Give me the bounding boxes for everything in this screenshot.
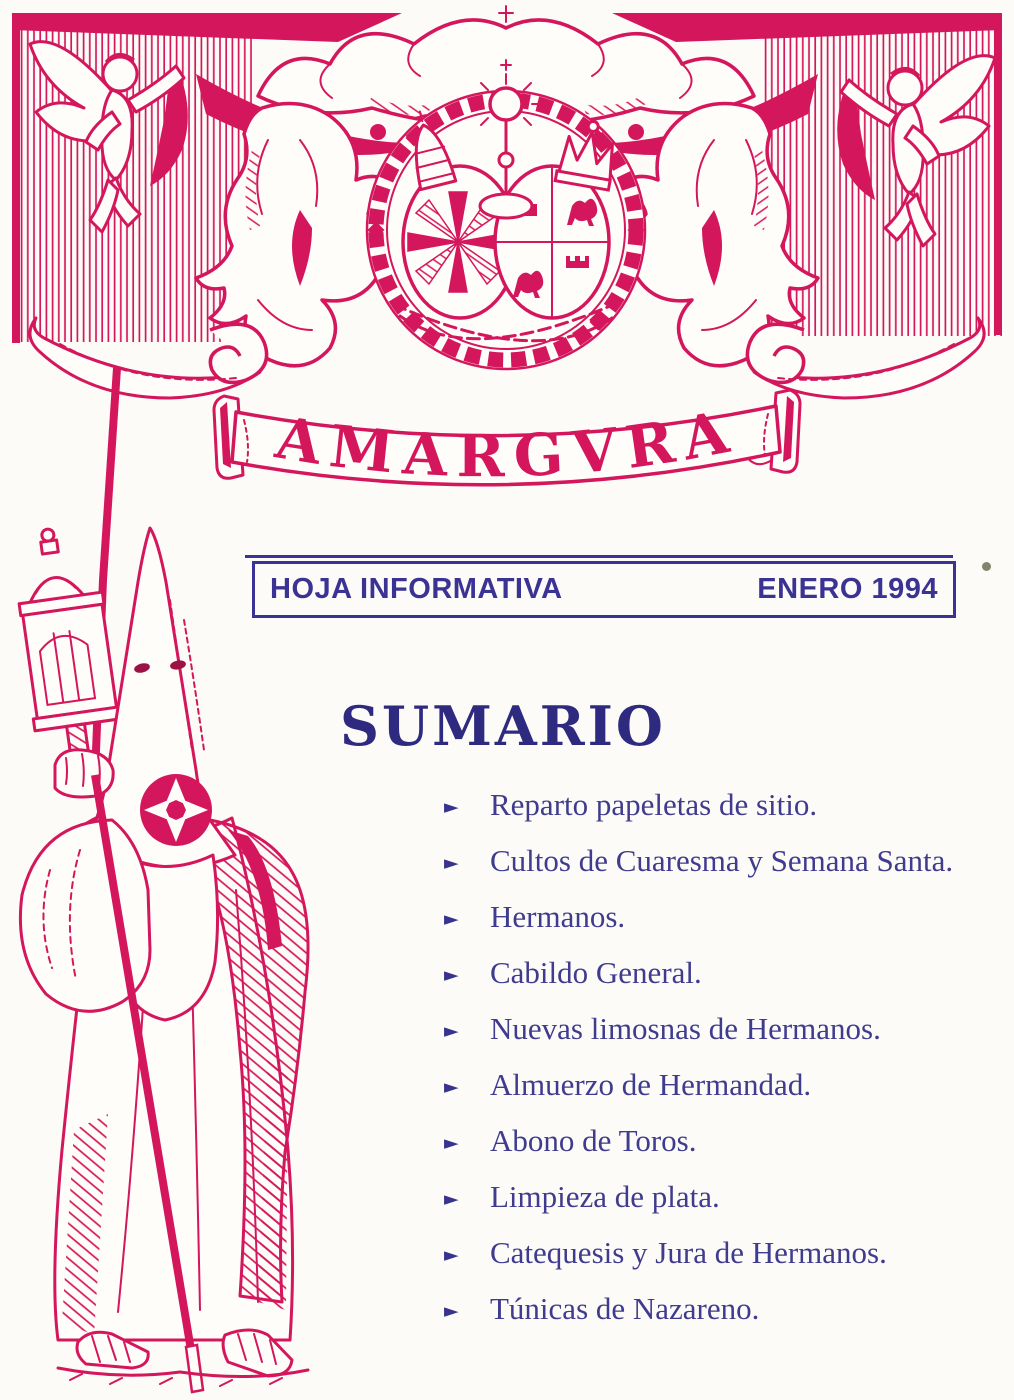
list-item-label: Túnicas de Nazareno. [490,1291,760,1326]
bullet-icon: ► [444,1076,459,1098]
nazareno-illustration [0,350,350,1400]
list-item [444,788,953,826]
list-item [444,1292,953,1330]
maltese-cross-medallion [140,774,212,846]
scan-speck [982,562,991,571]
list-item-label: Reparto papeletas de sitio. [490,787,818,822]
bullet-icon: ► [444,964,459,986]
list-item [444,1180,953,1218]
list-item [444,1124,953,1162]
masthead-right-label: ENERO 1994 [757,573,938,605]
bullet-icon: ► [444,1300,459,1322]
list-item-label: Hermanos. [490,899,626,934]
list-item [444,1012,953,1050]
staff-tip [186,1345,203,1392]
bullet-icon: ► [444,908,459,930]
lantern-icon [7,523,128,777]
list-item-label: Cultos de Cuaresma y Semana Santa. [490,843,954,878]
bullet-icon: ► [444,1188,459,1210]
list-item-label: Cabildo General. [490,955,702,990]
list-item-label: Nuevas limosnas de Hermanos. [490,1011,881,1046]
masthead-bar [252,561,956,618]
bullet-icon: ► [444,1244,459,1266]
bullet-icon: ► [444,1132,459,1154]
bullet-icon: ► [444,1020,459,1042]
banner-title: AMARGVRA [271,396,744,491]
list-item [444,844,953,882]
list-item-label: Catequesis y Jura de Hermanos. [490,1235,887,1270]
bullet-icon: ► [444,852,459,874]
summary-list [444,788,953,1348]
list-item-label: Abono de Toros. [490,1123,697,1158]
list-item [444,1236,953,1274]
list-item [444,1068,953,1106]
list-item-label: Almuerzo de Hermandad. [490,1067,812,1102]
masthead-left-label: HOJA INFORMATIVA [270,573,563,605]
list-item [444,956,953,994]
bullet-icon: ► [444,796,459,818]
list-item-label: Limpieza de plata. [490,1179,720,1214]
list-item [444,900,953,938]
summary-title: SUMARIO [340,694,666,758]
